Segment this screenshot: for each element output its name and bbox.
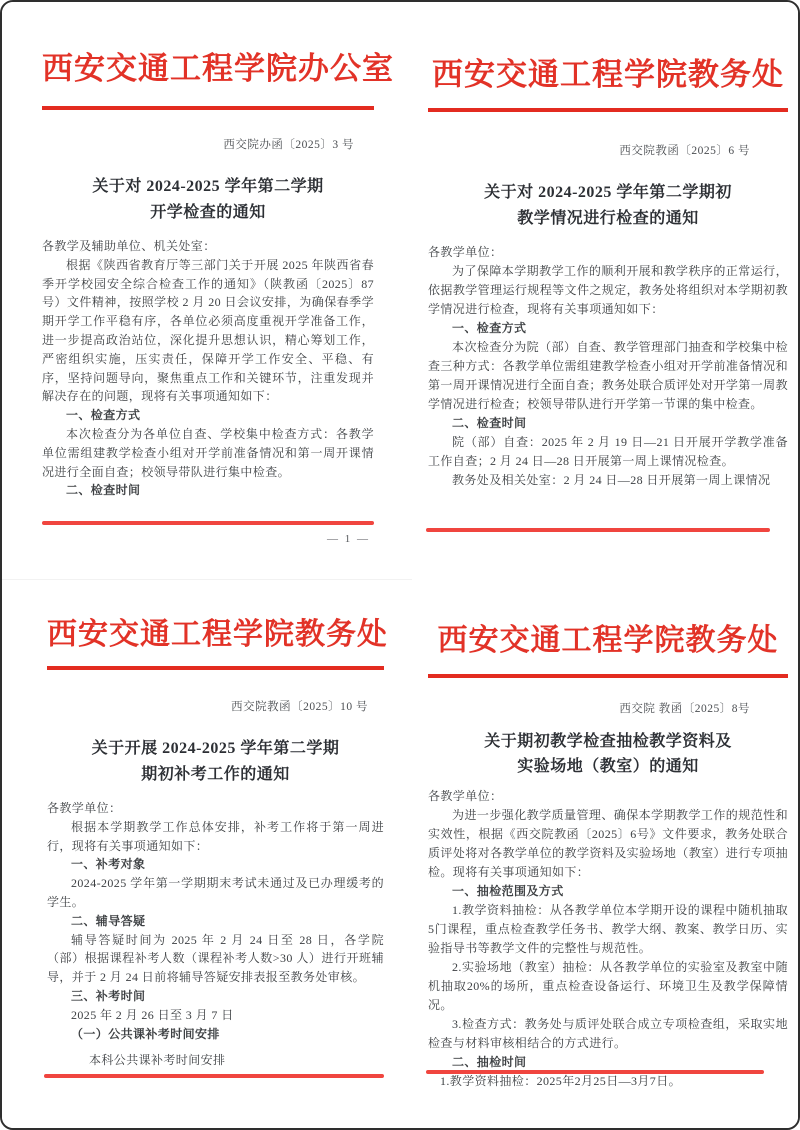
masthead-rule [428,108,788,112]
doc-paragraph-heading: 三、补考时间 [71,988,146,1003]
doc-title-line1: 关于期初教学检查抽检教学资料及 [484,733,732,750]
doc-paragraph-salutation: 各教学及辅助单位、机关处室： [42,239,216,253]
page-end-rule [44,1074,384,1078]
doc-paragraph-body: 辅导答疑时间为 2025 年 2 月 24 日至 28 日，各学院（部）根据课程补考人数（课程补考人数>30 人）进行开班辅导，并于 2 月 24 日前将辅导答疑安排表报至教务处审核。 [47,932,384,985]
doc-title [42,174,374,226]
doc-title-line1: 关于对 2024-2025 学年第二学期初 [484,184,732,201]
masthead: 西安交通工程学院教务处 [437,624,779,657]
doc-paragraph-heading: 二、检查时间 [66,483,141,498]
doc-paragraph-heading: 二、检查时间 [452,416,527,430]
doc-title [47,736,384,788]
doc-paragraph-salutation: 各教学单位： [428,789,503,803]
doc-body [42,237,374,500]
doc-number: 西交院教函〔2025〕10 号 [231,701,368,713]
masthead-rule [42,106,374,110]
doc-paragraph-salutation: 各教学单位： [428,245,503,259]
doc-paragraph-body: 本次检查分为院（部）自查、教学管理部门抽查和学校集中检查三种方式：各教学单位需组建教学检查小组对开学前准备情况和第一周开课情况进行全面自查；教务处联合质评处对开学第一周教学情况进行检查；校领导带队进行开学第一节课的集中检查。 [428,340,788,411]
doc-paragraph-heading: 一、检查方式 [66,408,141,423]
doc-title-line2: 实验场地（教室）的通知 [517,758,699,775]
doc-paragraph-body: 为了保障本学期教学工作的顺利开展和教学秩序的正常运行，依据教学管理运行规程等文件之规定，教务处将组织对本学期初教学情况进行检查，现将有关事项通知如下： [428,264,788,316]
notice-page-teaching-inspection [412,2,800,580]
notice-page-makeup-exam [2,580,412,1130]
pages-grid [2,2,798,1128]
masthead-rule [47,666,384,670]
notice-page-office-inspection [2,2,412,580]
doc-paragraph-salutation: 各教学单位： [47,801,122,815]
doc-paragraph-subheading: （一）公共课补考时间安排 [71,1026,220,1041]
doc-paragraph-heading: 一、补考对象 [71,857,146,872]
doc-paragraph-body: 2024-2025 学年第一学期期末考试未通过及已办理缓考的学生。 [47,876,384,909]
masthead: 西安交通工程学院办公室 [42,51,394,86]
doc-paragraph-body: 教务处及相关处室：2 月 24 日—28 日开展第一周上课情况 [452,473,771,487]
doc-number: 西交院教函〔2025〕6 号 [619,145,750,157]
doc-paragraph-item: 1.教学资料抽检：2025年2月25日—3月7日。 [440,1074,682,1088]
doc-paragraph-heading: 一、检查方式 [452,321,527,335]
doc-number: 西交院 教函〔2025〕8号 [619,703,750,715]
notice-page-spot-check [412,580,800,1130]
doc-body [428,243,788,490]
doc-title-line2: 教学情况进行检查的通知 [517,210,699,227]
doc-title [428,729,788,779]
doc-title-line1: 关于开展 2024-2025 学年第二学期 [91,740,340,757]
doc-body [428,787,788,1091]
masthead: 西安交通工程学院教务处 [47,618,388,651]
doc-title-line1: 关于对 2024-2025 学年第二学期 [92,178,324,195]
doc-body [47,799,384,1070]
masthead-rule [428,674,788,678]
doc-paragraph-body: 为进一步强化教学质量管理、确保本学期教学工作的规范性和实效性，根据《西交院教函〔2025〕6号》文件要求，教务处联合质评处将对各教学单位的教学资料及实验场地（教室）进行专项抽检。现将有关事项通知如下： [428,808,788,879]
doc-paragraph-body: 1.教学资料抽检：从各教学单位本学期开设的课程中随机抽取5门课程，重点检查教学任务书、教学大纲、教案、教学日历、实验指导书等教学文件的完整性与规范性。 [428,903,788,955]
page-end-rule [426,1070,764,1074]
doc-title-line2: 开学检查的通知 [150,204,266,221]
doc-paragraph-body: 根据《陕西省教育厅等三部门关于开展 2025 年陕西省春季开学校园安全综合检查工作的通知》（陕教函〔2025〕87 号）文件精神，按照学校 2 月 20 日会议安排，为确保春季学期开学工作平稳有序，各单位必须高度重视开学准备工作，进一步提高政治站位，深化提升思想认识，精心筹划工作，严密组织实施，压实责任，保障开学工作安全、平稳、有序，坚持问题导向，聚焦重点工作和关键环节，注重发现并解决存在的问题，现将有关事项通知如下： [42,257,374,404]
doc-paragraph-body: 3.检查方式：教务处与质评处联合成立专项检查组，采取实地检查与材料审核相结合的方式进行。 [428,1017,788,1050]
doc-paragraph-heading: 一、抽检范围及方式 [452,884,564,898]
doc-paragraph-heading: 二、抽检时间 [452,1055,527,1069]
doc-paragraph-body: 本次检查分为各单位自查、学校集中检查方式：各教学单位需组建教学检查小组对开学前准备情况和第一周开课情况进行全面自查；校领导带队进行集中检查。 [42,426,374,479]
doc-paragraph-heading: 二、辅导答疑 [71,913,146,928]
masthead: 西安交通工程学院教务处 [432,57,784,92]
doc-paragraph-caption: 本科公共课补考时间安排 [89,1053,226,1068]
page-end-rule [42,521,374,525]
page-end-rule [426,528,770,532]
doc-paragraph-date: 2025 年 2 月 26 日至 3 月 7 日 [71,1007,234,1022]
doc-paragraph-body: 根据本学期教学工作总体安排，补考工作将于第一周进行，现将有关事项通知如下： [47,819,384,853]
doc-number: 西交院办函〔2025〕3 号 [223,139,354,151]
doc-title [428,180,788,232]
doc-paragraph-body: 2.实验场地（教室）抽检：从各教学单位的实验室及教室中随机抽取20%的场所，重点检查设备运行、环境卫生及教学保障情况。 [428,960,788,1012]
doc-title-line2: 期初补考工作的通知 [141,766,290,783]
doc-paragraph-body: 院（部）自查：2025 年 2 月 19 日—21 日开展开学教学准备工作自查；2 月 24 日—28 日开展第一周上课情况检查。 [428,435,788,468]
page-number: — 1 — [327,533,370,545]
